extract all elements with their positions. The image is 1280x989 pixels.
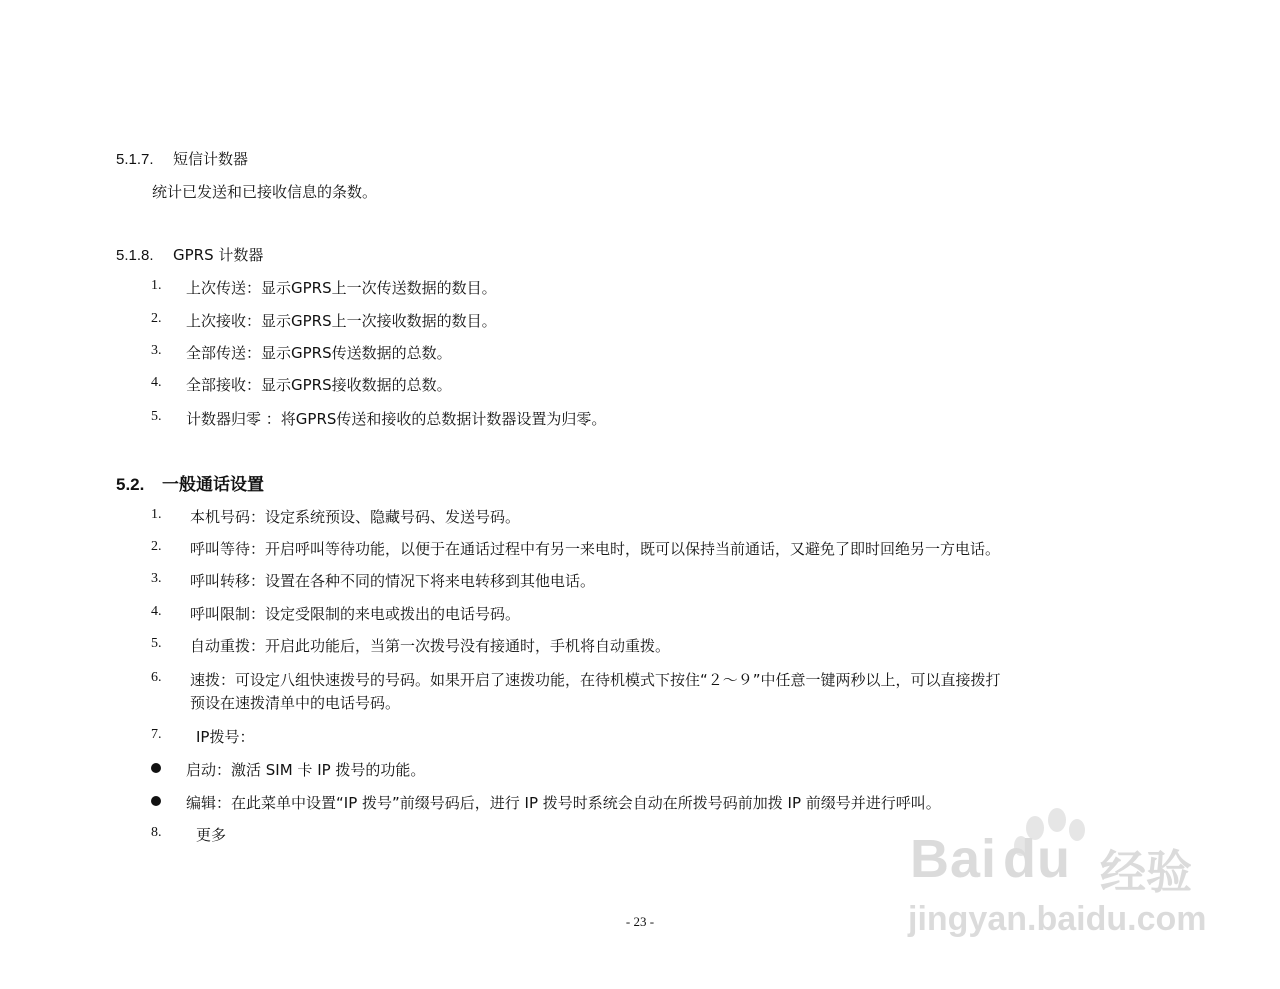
section-5-1-7-description: 统计已发送和已接收信息的条数。	[152, 183, 378, 201]
bullet-item: 编辑：在此菜单中设置“IP 拨号”前缀号码后，进行 IP 拨号时系统会自动在所拨号码前加拨 IP 前缀号并进行呼叫。	[186, 794, 941, 812]
list-item: 全部接收：显示GPRS接收数据的总数。	[186, 376, 452, 394]
list-item-continuation: 预设在速拨清单中的电话号码。	[190, 694, 401, 712]
section-5-1-8-heading	[116, 244, 263, 265]
section-title: 短信计数器	[173, 150, 249, 168]
watermark-brand: Bai	[910, 829, 998, 889]
list-number: 2.	[151, 311, 162, 326]
list-item: 呼叫转移：设置在各种不同的情况下将来电转移到其他电话。	[190, 572, 596, 590]
page-number: - 23 -	[625, 914, 655, 929]
list-item: 呼叫限制：设定受限制的来电或拨出的电话号码。	[190, 605, 521, 623]
list-number: 1.	[151, 507, 162, 522]
watermark-brand-2: du	[1003, 829, 1072, 889]
list-item: 本机号码：设定系统预设、隐藏号码、发送号码。	[190, 508, 521, 526]
list-item: 更多	[196, 826, 227, 844]
list-item: IP拨号：	[196, 728, 255, 746]
list-item: 速拨：可设定八组快速拨号的号码。如果开启了速拨功能，在待机模式下按住“２～９”中任意一键两秒以上，可以直接拨打	[190, 671, 1001, 689]
watermark-url: jingyan.baidu.com	[908, 900, 1207, 938]
list-number: 8.	[151, 825, 162, 840]
section-title: 一般通话设置	[162, 475, 264, 495]
section-number: 5.1.7.	[116, 151, 154, 168]
list-number: 3.	[151, 343, 162, 358]
list-item: 自动重拨：开启此功能后，当第一次拨号没有接通时，手机将自动重拨。	[190, 637, 671, 655]
list-number: 7.	[151, 727, 162, 742]
section-title: GPRS 计数器	[173, 246, 264, 264]
list-number: 2.	[151, 539, 162, 554]
bullet-icon	[151, 763, 161, 773]
list-item: 全部传送：显示GPRS传送数据的总数。	[186, 344, 452, 362]
list-number: 4.	[151, 604, 162, 619]
section-number: 5.2.	[116, 475, 145, 494]
list-number: 1.	[151, 278, 162, 293]
list-item: 上次接收：显示GPRS上一次接收数据的数目。	[186, 312, 497, 330]
list-number: 5.	[151, 636, 162, 651]
list-number: 6.	[151, 670, 162, 685]
list-item: 呼叫等待：开启呼叫等待功能，以便于在通话过程中有另一来电时，既可以保持当前通话，又避免了即时回绝另一方电话。	[190, 540, 1001, 558]
section-5-1-7-heading	[116, 148, 248, 169]
list-item: 计数器归零 ：将GPRS传送和接收的总数据计数器设置为归零。	[186, 410, 607, 428]
watermark-cn: 经验	[1100, 845, 1192, 899]
list-number: 4.	[151, 375, 162, 390]
bullet-icon	[151, 796, 161, 806]
list-number: 3.	[151, 571, 162, 586]
baidu-watermark	[905, 800, 1205, 950]
list-number: 5.	[151, 409, 162, 424]
list-item: 上次传送：显示GPRS上一次传送数据的数目。	[186, 279, 497, 297]
section-5-2-heading	[116, 470, 264, 495]
section-number: 5.1.8.	[116, 247, 154, 264]
bullet-item: 启动：激活 SIM 卡 IP 拨号的功能。	[186, 761, 426, 779]
